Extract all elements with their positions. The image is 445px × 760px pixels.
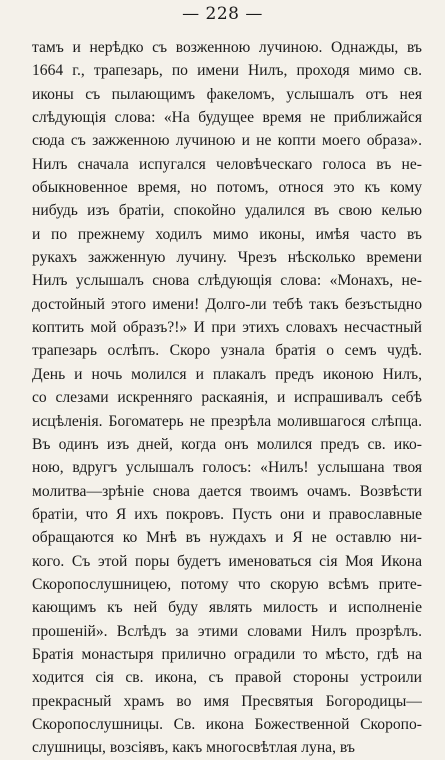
text-line: тамъ и нерѣдко съ возженною лучиною. Однажды, въ — [32, 39, 422, 56]
text-line: прекрасный храмъ во имя Пресвятыя Богородицы— — [32, 692, 422, 710]
text-line: трапезарь ослѣпъ. Скоро узнала братія о семъ чудѣ. — [32, 342, 422, 360]
body-text — [32, 36, 422, 760]
text-line: слѣдующія слова: «На будущее время не приближайся — [32, 109, 422, 127]
text-line: и по прежнему ходилъ мимо иконы, имѣя часто въ — [32, 225, 422, 243]
text-line: братіи, что Я ихъ покровъ. Пусть они и православные — [32, 505, 422, 523]
text-line: коптить мой образъ?!» И при этихъ словахъ несчастный — [32, 319, 422, 337]
text-line: 1664 г., трапезарь, по имени Нилъ, проходя мимо св. — [32, 62, 422, 80]
text-line: исцѣленія. Богоматерь не презрѣла молившагося слѣпца. — [32, 412, 422, 430]
text-line: Нилъ сначала испугался человѣческаго голоса въ не- — [32, 155, 422, 173]
text-line: обыкновенное время, но потомъ, относя это къ кому — [32, 179, 422, 197]
text-line: рукахъ зажженную лучину. Чрезъ нѣсколько времени — [32, 249, 422, 267]
text-line: Нилъ услышалъ снова слѣдующія слова: «Монахъ, не- — [32, 272, 422, 290]
text-line: со слезами искренняго раскаянія, и испрашивалъ себѣ — [32, 389, 422, 407]
text-line: молитва—зрѣніе снова дается твоимъ очамъ. Возвѣсти — [32, 482, 422, 500]
text-line: нибудь изъ братіи, спокойно удалился въ свою келью — [32, 202, 422, 220]
text-line: кого. Съ этой поры будетъ именоваться сія Моя Икона — [32, 552, 422, 570]
text-line: прошеній». Вслѣдъ за этими словами Нилъ прозрѣлъ. — [32, 622, 422, 640]
text-line: Братія монастыря прилично оградили то мѣсто, гдѣ на — [32, 645, 422, 663]
text-line: ходится сія св. икона, съ правой стороны устроили — [32, 669, 422, 687]
text-line: Въ одинъ изъ дней, когда онъ молился предъ св. ико- — [32, 435, 422, 453]
text-line: слушницы, возсіявъ, какъ многосвѣтлая луна, въ — [32, 739, 355, 757]
text-line: иконы съ пылающимъ факеломъ, услышалъ отъ нея — [32, 85, 422, 103]
text-line: обращаются ко Мнѣ въ нуждахъ и Я не оставлю ни- — [32, 529, 422, 547]
text-line: Скоропослушницею, потому что скорую всѣмъ прите- — [32, 575, 422, 593]
text-line: День и ночь молился и плакалъ предъ иконою Нилъ, — [32, 365, 422, 383]
text-line: достойный этого имени! Долго-ли тебѣ такъ безъстыдно — [32, 295, 422, 313]
page-number: — 228 — — [182, 4, 263, 24]
text-line: Скоропослушницы. Св. икона Божественной Скоропо- — [32, 715, 422, 733]
text-line: сюда съ зажженною лучиною и не копти моего образа». — [32, 132, 422, 150]
text-line: кающимъ къ ней буду являть милость и исполненіе — [32, 599, 422, 617]
text-line: ною, вдругъ услышалъ голосъ: «Нилъ! услышана твоя — [32, 459, 422, 477]
